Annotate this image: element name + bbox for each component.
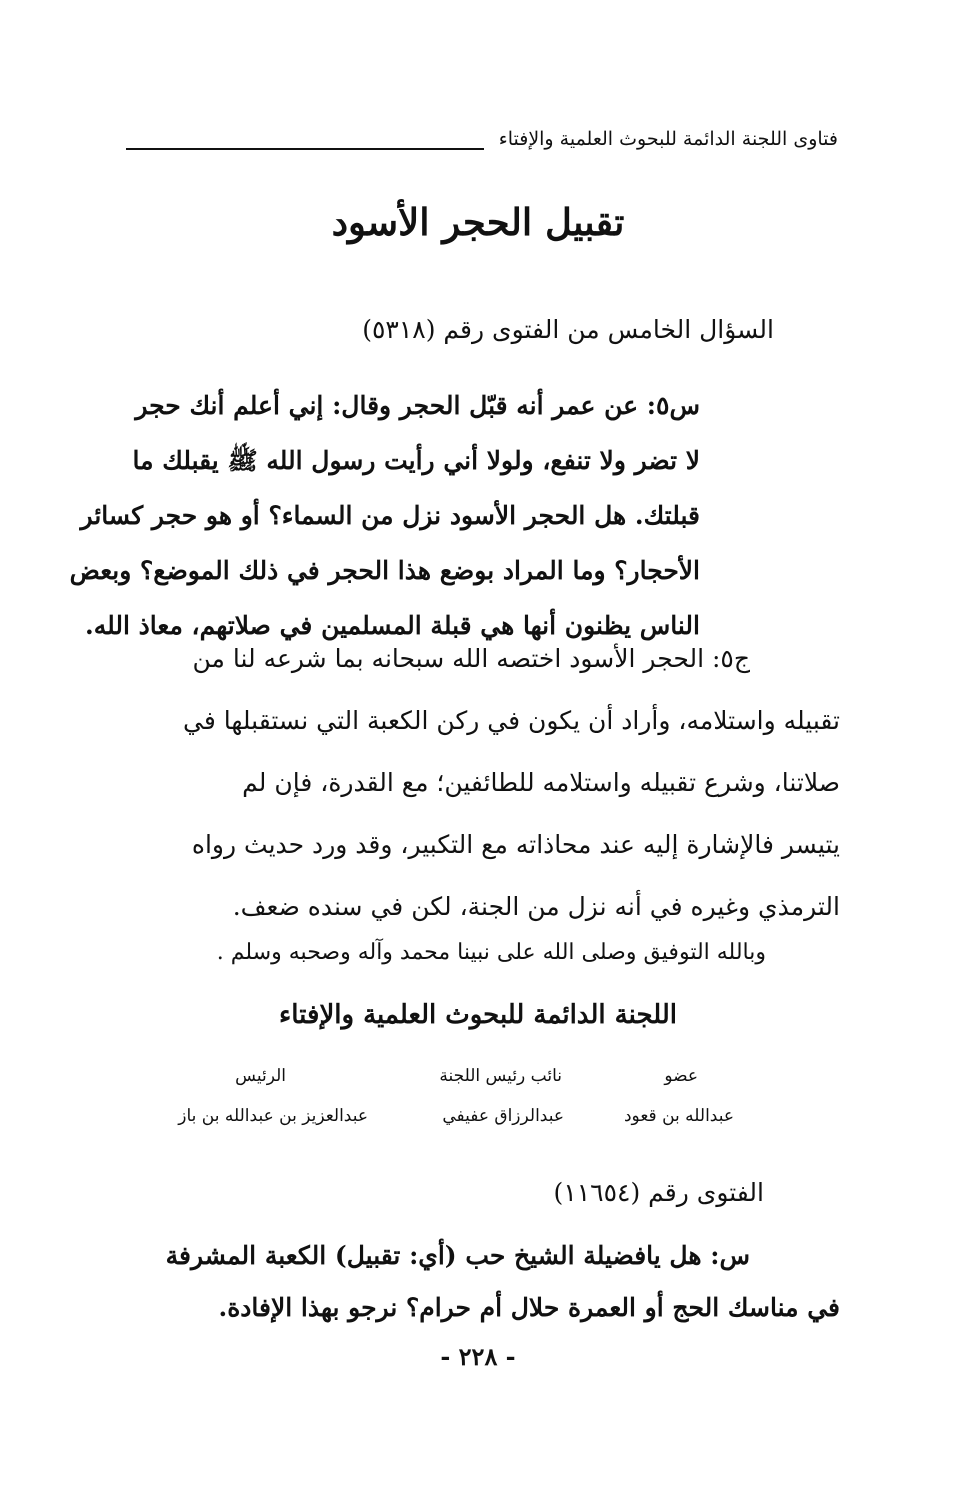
deputy-title: نائب رئيس اللجنة [439,1066,562,1086]
running-header [126,128,838,162]
answer-1-line: صلاتنا، وشرع تقبيله واستلامه للطائفين؛ مع القدرة، فإن لم [242,768,840,797]
committee-name: اللجنة الدائمة للبحوث العلمية والإفتاء [279,1000,677,1030]
answer-1-line: الترمذي وغيره في أنه نزل من الجنة، لكن في سنده ضعف. [232,892,840,921]
answer-1-line: يتيسر فالإشارة إليه عند محاذاته مع التكبير، وقد ورد حديث رواه [191,830,840,859]
answer-1 [120,628,840,938]
question-2-line: س: هل يافضيلة الشيخ حب (أي: تقبيل) الكعبة المشرفة [165,1241,750,1270]
closing-formula: وبالله التوفيق وصلى الله على نبينا محمد وآله وصحبه وسلم . [216,940,766,965]
answer-1-line: ج٥: الحجر الأسود اختصه الله سبحانه بما شرعه لنا من [192,644,750,673]
chair-name: عبدالعزيز بن عبدالله بن باز [178,1106,368,1126]
member-name: عبدالله بن قعود [623,1106,734,1126]
fatwa-intro: السؤال الخامس من الفتوى رقم (٥٣١٨) [362,315,774,344]
chair-title: الرئيس [235,1066,286,1086]
header-rule [126,148,484,150]
page-number: - ٢٢٨ - [440,1342,516,1371]
running-title: فتاوى اللجنة الدائمة للبحوث العلمية والإفتاء [498,128,838,150]
page-title: تقبيل الحجر الأسود [331,200,625,244]
question-2-line: في مناسك الحج أو العمرة حلال أم حرام؟ نرجو بهذا الإفادة. [218,1293,840,1322]
question-1-line: قبلتك. هل الحجر الأسود نزل من السماء؟ أو هو حجر كسائر [80,501,700,530]
answer-1-line: تقبيله واستلامه، وأراد أن يكون في ركن الكعبة التي نستقبلها في [183,706,840,735]
deputy-name: عبدالرزاق عفيفي [442,1106,564,1126]
question-1 [69,378,700,653]
fatwa-2-number: الفتوى رقم (١١٦٥٤) [553,1178,764,1207]
question-2 [140,1230,840,1334]
member-title: عضو [664,1066,698,1086]
question-1-line: لا تضر ولا تنفع، ولولا أني رأيت رسول الله ﷺ يقبلك ما [132,446,700,475]
question-1-line: الناس يظنون أنها هي قبلة المسلمين في صلاتهم، معاذ الله. [85,611,700,640]
question-1-line: س٥: عن عمر أنه قبّل الحجر وقال: إني أعلم أنك حجر [135,391,700,420]
question-1-line: الأحجار؟ وما المراد بوضع هذا الحجر في ذلك الموضع؟ وبعض [69,556,700,585]
